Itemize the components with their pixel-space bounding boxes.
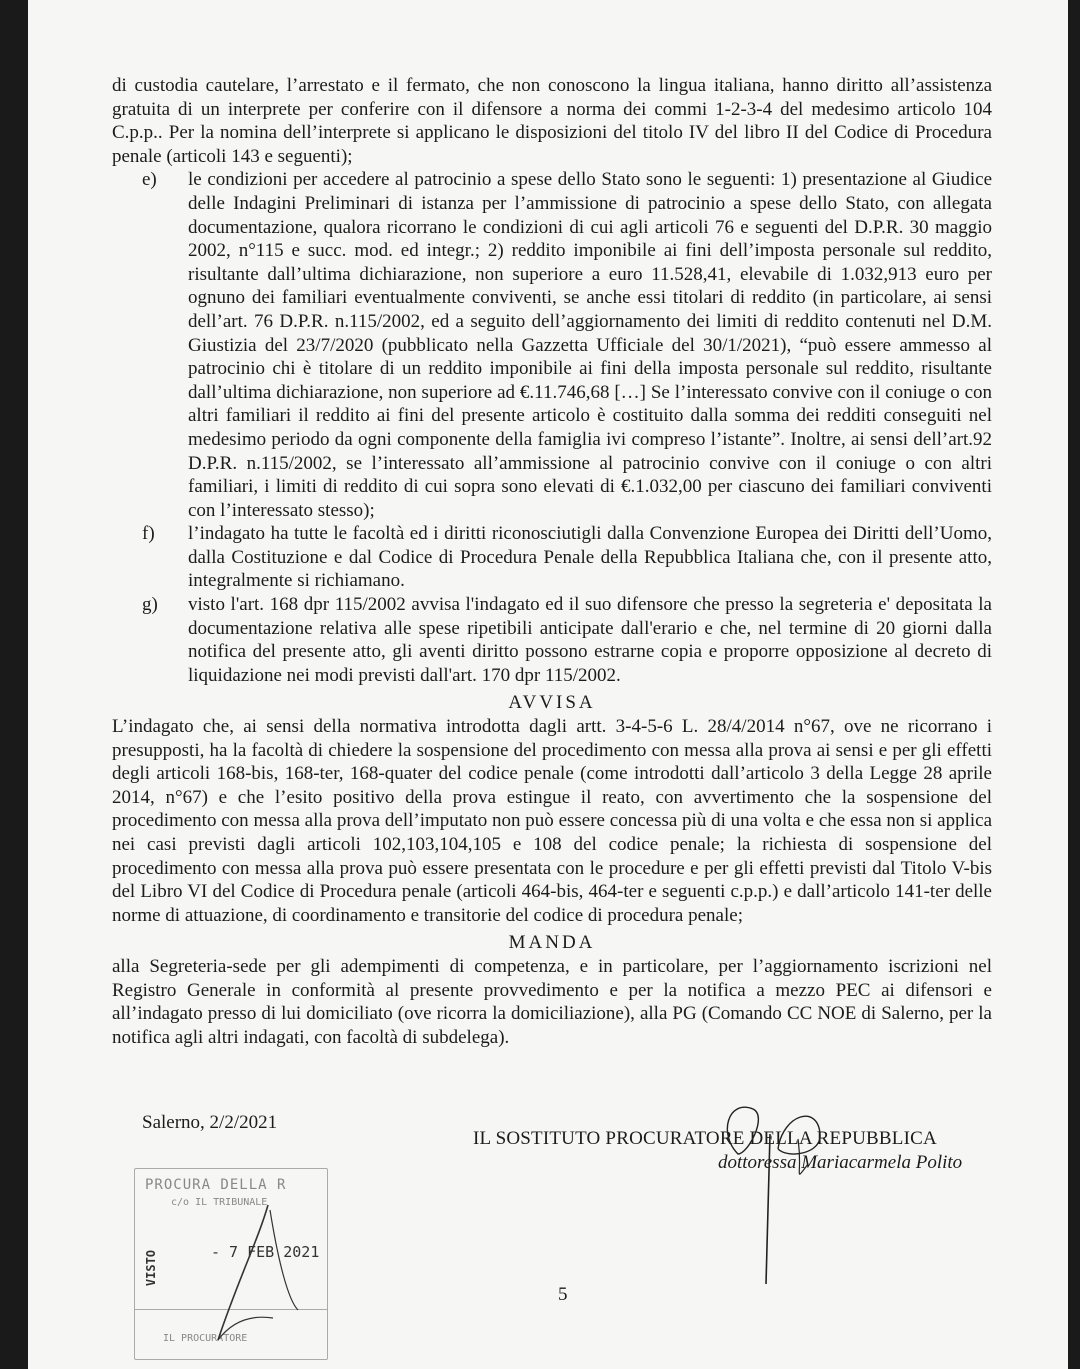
list-item-f xyxy=(112,522,992,593)
stamp-subtitle: c/o IL TRIBUNALE xyxy=(171,1197,268,1208)
item-text: l’indagato ha tutte le facoltà ed i diritti riconosciutigli dalla Convenzione Europea dei Diritti dell’Uomo, dalla Costituzione e dal Codice di Procedura Penale della Repubblica Italiana che, con il presente atto, integralmente si richiamano. xyxy=(188,523,992,592)
stamp-office: PROCURA DELLA R xyxy=(145,1177,287,1193)
item-marker: e) xyxy=(142,169,157,191)
item-marker: g) xyxy=(142,594,158,616)
item-text: visto l'art. 168 dpr 115/2002 avvisa l'indagato ed il suo difensore che presso la segreteria e' depositata la documentazione relativa alle spese ripetibili anticipate dall'erario e che, nel termine di 20 giorni dalla notifica del presente atto, gli aventi diritto possono estrarne copia e proporre opposizione al decreto di liquidazione nei modi previsti dall'art. 170 dpr 115/2002. xyxy=(188,594,992,686)
date-line: Salerno, 2/2/2021 xyxy=(142,1112,278,1133)
signatory-name: dottoressa Mariacarmela Polito xyxy=(718,1152,963,1173)
list-item-g xyxy=(112,593,992,687)
stamp-visto: VISTO xyxy=(144,1249,159,1287)
stamp-signatory: IL PROCURATORE xyxy=(163,1333,248,1344)
page-number: 5 xyxy=(558,1284,568,1305)
list-item-e xyxy=(112,168,992,522)
manda-paragraph: alla Segreteria-sede per gli adempimenti di competenza, e in particolare, per l’aggiornamento iscrizioni nel Registro Generale in conformità al presente provvedimento e per la notifica a mezzo PEC ai difensori e all’indagato presso di lui domiciliato (ove ricorra la domiciliazione), alla PG (Comando CC NOE di Salerno, per la notifica agli altri indagati, con facoltà di subdelega). xyxy=(112,955,992,1048)
handwritten-signature xyxy=(708,1094,838,1284)
document-page xyxy=(28,0,1068,1369)
signatory-title: IL SOSTITUTO PROCURATORE DELLA REPUBBLICA xyxy=(473,1128,937,1149)
stamp-signature-scrawl xyxy=(198,1200,308,1350)
avvisa-heading: AVVISA xyxy=(508,692,596,714)
stamp-date: - 7 FEB 2021 xyxy=(211,1243,320,1261)
item-marker: f) xyxy=(142,523,155,545)
document-body xyxy=(112,74,992,1049)
manda-heading: MANDA xyxy=(508,932,596,954)
item-text: le condizioni per accedere al patrocinio a spese dello Stato sono le seguenti: 1) presentazione al Giudice delle Indagini Preliminari di istanza per l’ammissione di patrocinio a spese dello Stato, con allegata documentazione, qualora ricorrano le condizioni di cui agli articoli 76 e seguenti del D.P.R. 30 maggio 2002, n°115 e succ. mod. ed integr.; 2) reddito imponibile ai fini dell’imposta personale sul reddito, risultante dall’ultima dichiarazione, non superiore a euro 11.528,41, elevabile di 1.032,913 euro per ognuno dei familiari eventualmente conviventi, se anche essi titolari di reddito (in particolare, ai sensi dell’art. 76 D.P.R. n.115/2002, ed a seguito dell’aggiornamento dei limiti di reddito contenuti nel D.M. Giustizia del 23/7/2020 (pubblicato nella Gazzetta Ufficiale del 30/1/2021), “può essere ammesso al patrocinio chi è titolare di un reddito imponibile ai fini della imposta personale sul reddito, risultante dall’ultima dichiarazione, non superiore ad €.11.746,68 […] Se l’interessato convive con il coniuge o con altri familiari il reddito ai fini del presente articolo è costituito dalla somma dei redditi conseguiti nel medesimo periodo da ogni componente della famiglia ivi compreso l’istante”. Inoltre, ai sensi dell’art.92 D.P.R. n.115/2002, se l’interessato all’ammissione al patrocinio convive con il coniuge o con altri familiari, i limiti di reddito di cui sopra sono elevati di €.1.032,00 per ciascuno dei familiari conviventi con l’interessato stesso); xyxy=(188,169,992,521)
avvisa-paragraph: L’indagato che, ai sensi della normativa introdotta dagli artt. 3-4-5-6 L. 28/4/2014 n°67, ove ne ricorrano i presupposti, ha la facoltà di chiedere la sospensione del procedimento con messa alla prova ai sensi e per gli effetti degli articoli 168-bis, 168-ter, 168-quater del codice penale (come introdotti dall’articolo 3 della Legge 28 aprile 2014, n°67) e che l’esito positivo della prova estingue il reato, con avvertimento che la sospensione del procedimento con messa alla prova dell’imputato non può essere concessa più di una volta e che essa non si applica nei casi previsti dagli articoli 102,103,104,105 e 108 del codice penale; la richiesta di sospensione del procedimento con messa alla prova può essere presentata con le procedure e per gli effetti previsti dal Titolo V-bis del Libro VI del Codice di Procedura penale (articoli 464-bis, 464-ter e seguenti c.p.p.) e dall’articolo 141-ter delle norme di attuazione, di coordinamento e transitorie del codice di procedura penale; xyxy=(112,716,992,926)
intro-paragraph: di custodia cautelare, l’arrestato e il fermato, che non conoscono la lingua italiana, hanno diritto all’assistenza gratuita di un interprete per conferire con il difensore a norma dei commi 1-2-3-4 del medesimo articolo 104 C.p.p.. Per la nomina dell’interprete si applicano le disposizioni del titolo IV del libro II del Codice di Procedura penale (articoli 143 e seguenti); xyxy=(112,75,992,167)
